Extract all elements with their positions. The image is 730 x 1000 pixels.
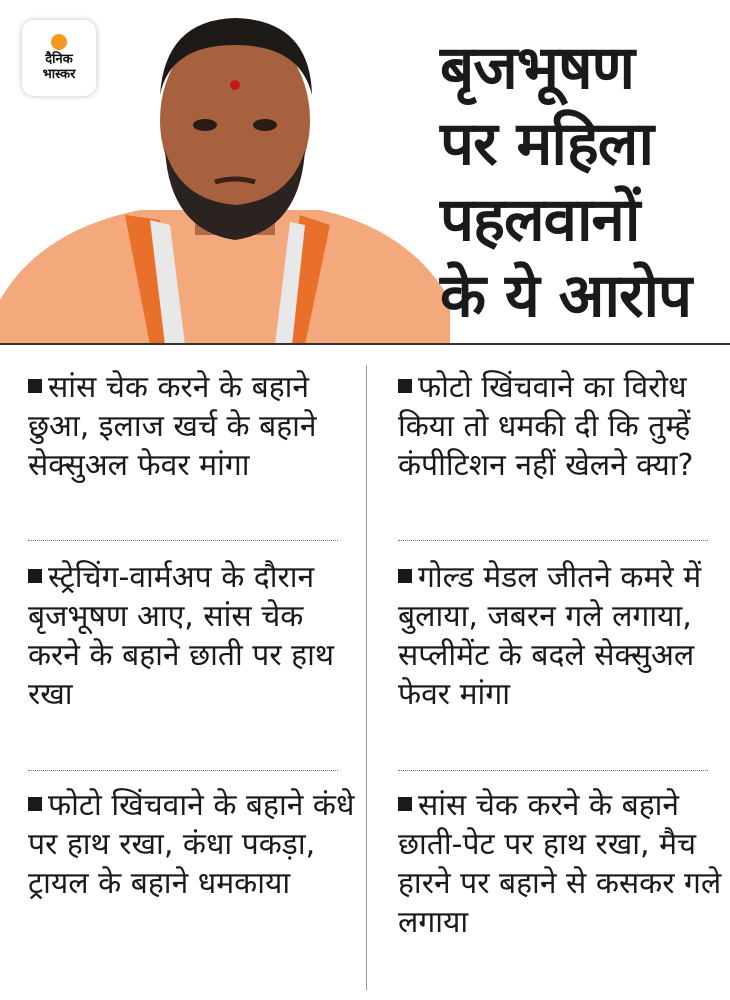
allegation-item [28, 368, 363, 485]
allegation-item [398, 786, 730, 942]
brand-line-2: भास्कर [42, 67, 76, 82]
column-divider [366, 365, 367, 990]
allegation-item [28, 558, 363, 714]
header [0, 0, 730, 345]
allegation-item [28, 786, 363, 903]
brand-logo [22, 20, 96, 96]
headline-line: पहलवानों [440, 185, 640, 255]
allegation-text: सांस चेक करने के बहाने छुआ, इलाज खर्च के बहाने सेक्सुअल फेवर मांगा [28, 370, 317, 483]
item-divider [28, 540, 338, 541]
headline-line: बृजभूषण [440, 33, 635, 103]
allegation-text: स्ट्रेचिंग-वार्मअप के दौरान बृजभूषण आए, सांस चेक करने के बहाने छाती पर हाथ रखा [28, 560, 335, 712]
allegation-text: सांस चेक करने के बहाने छाती-पेट पर हाथ रखा, मैच हारने पर बहाने से कसकर गले लगाया [398, 788, 722, 940]
item-divider [28, 770, 338, 771]
sun-icon [51, 34, 67, 50]
item-divider [398, 540, 708, 541]
header-divider [0, 343, 730, 345]
allegation-text: गोल्ड मेडल जीतने कमरे में बुलाया, जबरन गले लगाया, सप्लीमेंट के बदले सेक्सुअल फेवर मांगा [398, 560, 702, 712]
bullet-icon [398, 379, 412, 393]
allegation-item [398, 558, 730, 714]
bullet-icon [28, 379, 42, 393]
bullet-icon [28, 569, 42, 583]
allegation-item [398, 368, 730, 485]
headline-line: पर महिला [440, 109, 654, 179]
bullet-icon [398, 797, 412, 811]
headline-line: के ये आरोप [440, 261, 692, 331]
headline [440, 30, 730, 334]
allegation-text: फोटो खिंचवाने के बहाने कंधे पर हाथ रखा, कंधा पकड़ा, ट्रायल के बहाने धमकाया [28, 788, 355, 901]
item-divider [398, 770, 708, 771]
allegation-text: फोटो खिंचवाने का विरोध किया तो धमकी दी कि तुम्हें कंपीटिशन नहीं खेलने क्या? [398, 370, 694, 483]
brand-line-1: दैनिक [45, 52, 73, 67]
bullet-icon [398, 569, 412, 583]
bullet-icon [28, 797, 42, 811]
